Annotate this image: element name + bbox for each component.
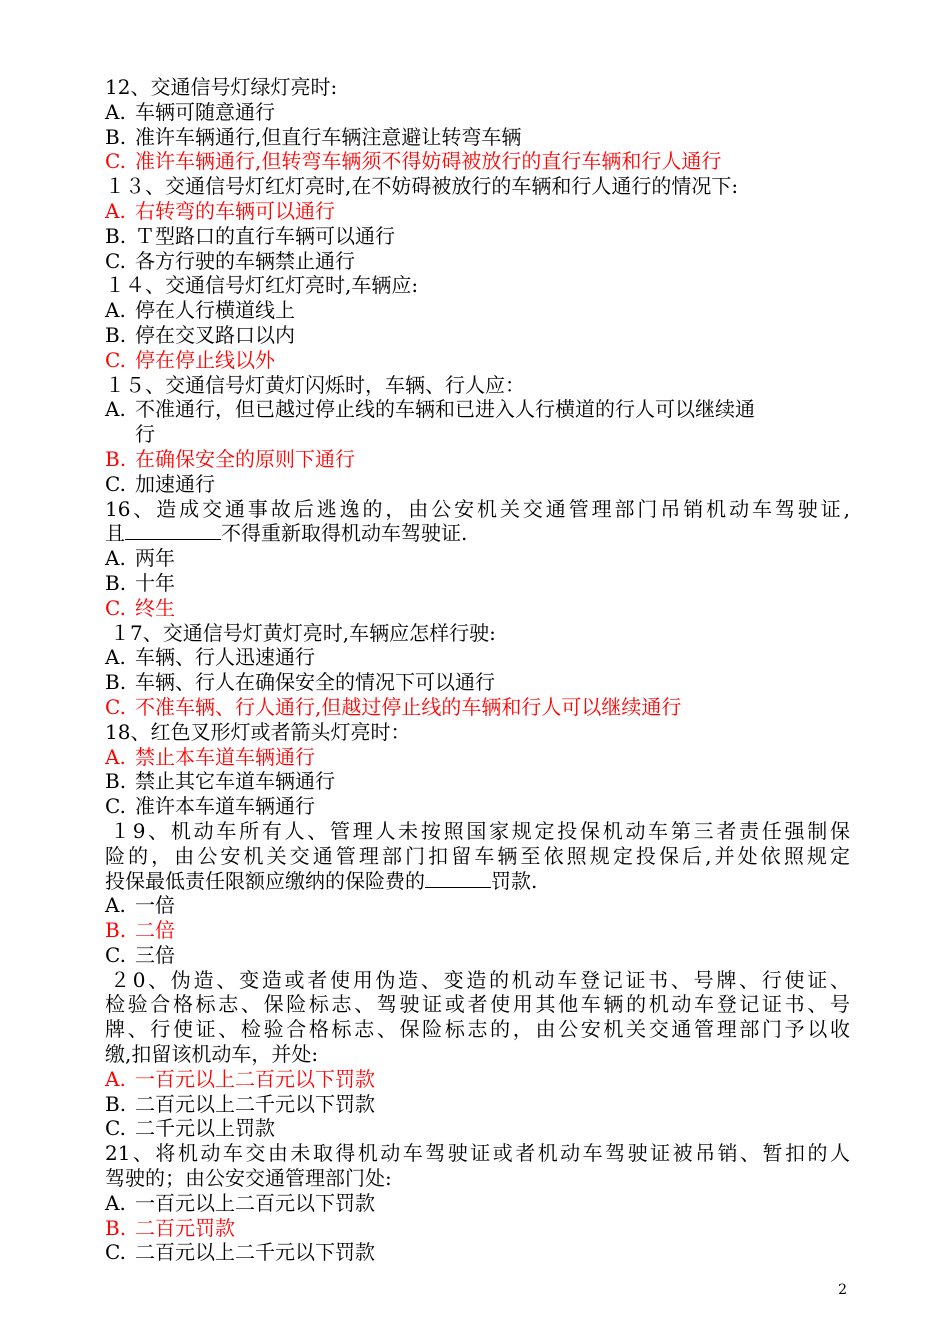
answer-option [105,1240,850,1265]
answer-option [105,100,850,125]
option-label: B. [105,1091,127,1116]
answer-option [105,769,850,794]
option-label: C. [105,1240,126,1265]
option-label: A. [105,546,126,571]
answer-option [105,943,850,968]
option-text: 准许本车道车辆通行 [135,794,315,819]
question-block [105,720,850,819]
option-text: 右转弯的车辆可以通行 [135,198,335,223]
option-text: 各方行驶的车辆禁止通行 [135,248,355,273]
option-label: C. [105,794,126,819]
answer-option [105,794,850,819]
answer-option-correct [105,149,850,174]
question-text: 不得重新取得机动车驾驶证. [221,521,468,546]
option-label: B. [105,446,127,471]
option-label: B. [105,322,127,347]
question-text: 驾驶的；由公安交通管理部门处: [105,1166,392,1191]
answer-option [105,1116,850,1141]
option-text: 在确保安全的原则下通行 [135,446,355,471]
answer-option [105,323,850,348]
option-text: 二百元以上二千元以下罚款 [135,1240,375,1265]
option-label: A. [105,645,126,670]
answer-option [105,670,850,695]
question-text: 12、交通信号灯绿灯亮时: [105,75,338,99]
option-text: 十年 [135,570,175,595]
question-text: 21、将机动车交由未取得机动车驾驶证或者机动车驾驶证被吊销、暂扣的人 [105,1141,850,1166]
option-text: 禁止其它车道车辆通行 [135,769,335,794]
answer-option [105,472,850,497]
option-label: A. [105,893,126,918]
page-number: 2 [838,1282,847,1298]
option-text: 一百元以上二百元以下罚款 [135,1066,375,1091]
option-label: B. [105,670,127,695]
option-text: 停在停止线以外 [135,347,275,372]
option-label: C. [105,347,126,372]
option-label: A. [105,1190,126,1215]
question-block [105,373,850,497]
option-label: A. [105,744,126,769]
option-text: 停在交叉路口以内 [135,322,295,347]
option-label: A. [105,198,126,223]
option-text: 二百元以上二千元以下罚款 [135,1091,375,1116]
question-text: １7、交通信号灯黄灯亮时,车辆应怎样行驶: [110,620,496,645]
question-block [105,1141,850,1265]
option-label: B. [105,124,127,149]
option-text: 不准车辆、行人通行,但越过停止线的车辆和行人可以继续通行 [135,694,682,719]
answer-option-correct [105,1216,850,1241]
option-label: C. [105,694,126,719]
option-text: 两年 [135,546,175,571]
option-label: A. [105,99,126,124]
option-label: C. [105,595,126,620]
answer-option-correct [105,745,850,770]
answer-option [105,893,850,918]
option-label: A. [105,298,126,323]
answer-option [105,224,850,249]
question-block [105,273,850,372]
question-text: １9、机动车所有人、管理人未按照国家规定投保机动车第三者责任强制保 [110,818,850,843]
question-text: 投保最低责任限额应缴纳的保险费的 [105,868,425,893]
option-label: C. [105,942,126,967]
answer-option [105,1191,850,1216]
option-label: B. [105,918,127,943]
question-text: 16、造成交通事故后逃逸的，由公安机关交通管理部门吊销机动车驾驶证, [105,496,850,521]
answer-option-correct [105,695,850,720]
question-block [105,497,850,621]
question-text: １４、交通信号灯红灯亮时,车辆应: [105,273,419,298]
option-label: C. [105,248,126,273]
answer-option [105,645,850,670]
option-label: A. [105,397,126,422]
answer-option [105,125,850,150]
question-text-with-blank [105,869,850,894]
question-text: ２0、伪造、变造或者使用伪造、变造的机动车登记证书、号牌、行使证、 [110,967,850,992]
fill-in-blank [125,521,221,540]
answer-option-correct [105,348,850,373]
option-label: B. [105,769,127,794]
question-text-with-blank [105,521,850,546]
document-body [105,75,850,1265]
answer-option-correct [105,447,850,472]
question-text: 检验合格标志、保险标志、驾驶证或者使用其他车辆的机动车登记证书、号 [105,992,850,1017]
question-block [105,968,850,1142]
option-label: C. [105,471,126,496]
question-block [105,75,850,174]
option-text: 加速通行 [135,471,215,496]
question-text: 罚款. [491,868,538,893]
option-text: 准许车辆通行,但直行车辆注意避让转弯车辆 [135,124,522,149]
question-text: １３、交通信号灯红灯亮时,在不妨碍被放行的车辆和行人通行的情况下: [105,174,739,199]
question-text: 险的，由公安机关交通管理部门扣留车辆至依照规定投保后,并处依照规定 [105,843,850,868]
option-label: A. [105,1066,126,1091]
option-text-continued: 行 [135,422,155,447]
question-text: 缴,扣留该机动车，并处: [105,1042,319,1067]
option-text: 准许车辆通行,但转弯车辆须不得妨碍被放行的直行车辆和行人通行 [135,149,722,174]
option-text: 车辆、行人迅速通行 [135,645,315,670]
question-text: 18、红色叉形灯或者箭头灯亮时： [105,719,411,744]
option-text: 禁止本车道车辆通行 [135,744,315,769]
question-text: 且 [105,521,125,546]
option-label: C. [105,149,126,174]
question-block [105,819,850,968]
question-block [105,174,850,273]
option-text: 二百元罚款 [135,1215,235,1240]
answer-option-correct [105,918,850,943]
option-label: C. [105,1116,126,1141]
answer-option [105,571,850,596]
answer-option-correct [105,1067,850,1092]
option-text: 车辆、行人在确保安全的情况下可以通行 [135,670,495,695]
answer-option-correct [105,596,850,621]
option-text: 停在人行横道线上 [135,298,295,323]
option-text: 二倍 [135,918,175,943]
answer-option [105,1092,850,1117]
option-text: 二千元以上罚款 [135,1116,275,1141]
option-text: 不准通行，但已越过停止线的车辆和已进入人行横道的行人可以继续通 [135,397,755,422]
answer-option-correct [105,199,850,224]
answer-option [105,298,850,323]
question-text: １５、交通信号灯黄灯闪烁时，车辆、行人应： [105,372,525,397]
option-text: 一百元以上二百元以下罚款 [135,1190,375,1215]
option-text: 三倍 [135,942,175,967]
answer-option [105,546,850,571]
option-text: 车辆可随意通行 [135,99,275,124]
question-block [105,621,850,720]
question-text: 牌、行使证、检验合格标志、保险标志的，由公安机关交通管理部门予以收 [105,1017,850,1042]
option-label: B. [105,1215,127,1240]
option-text: Ｔ型路口的直行车辆可以通行 [135,223,395,248]
fill-in-blank [425,869,491,888]
option-text: 终生 [135,595,175,620]
option-label: B. [105,223,127,248]
answer-option [105,249,850,274]
option-label: B. [105,570,127,595]
option-text: 一倍 [135,893,175,918]
answer-option [105,397,850,422]
